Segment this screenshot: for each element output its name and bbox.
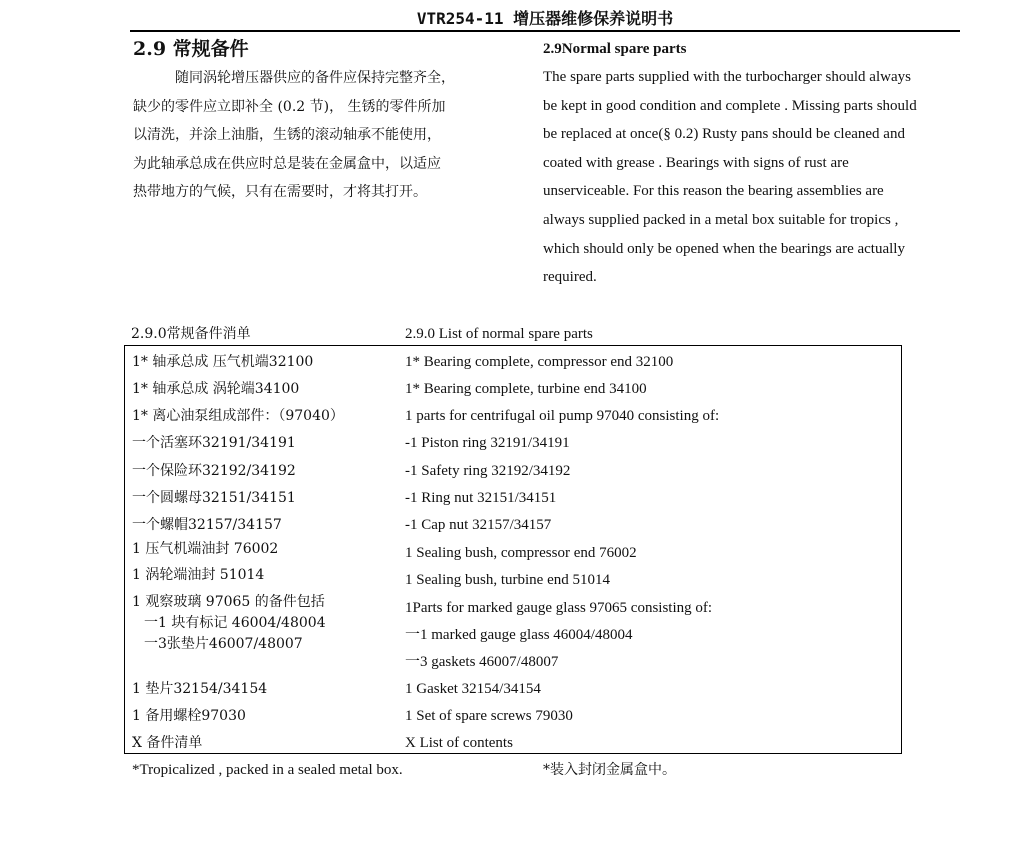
part-name-zh: 1 观察玻璃 97065 的备件包括 <box>132 594 325 610</box>
parts-list-caption-zh: 2.9.0常规备件消单 <box>131 326 251 342</box>
part-name-en: -1 Safety ring 32192/34192 <box>405 463 571 479</box>
parts-row <box>125 539 901 566</box>
part-name-zh: X 备件清单 <box>132 735 203 751</box>
parts-list-table <box>124 345 902 754</box>
section-paragraph-zh <box>133 64 501 207</box>
part-name-en: -1 Piston ring 32191/34191 <box>405 435 570 451</box>
part-name-zh: 一个保险环32192/34192 <box>132 463 296 479</box>
part-name-zh: 1 压气机端油封 76002 <box>132 541 279 557</box>
parts-row <box>125 352 901 379</box>
part-name-zh: 1 垫片32154/34154 <box>132 681 268 697</box>
part-name-zh: 一个圆螺母32151/34151 <box>132 490 296 506</box>
paragraph-line: 热带地方的气候，只有在需要时，才将其打开。 <box>133 184 427 200</box>
part-name-en: 1* Bearing complete, turbine end 34100 <box>405 381 647 397</box>
part-name-en: 1Parts for marked gauge glass 97065 consisting of: <box>405 600 713 616</box>
footnote-zh: *装入封闭金属盒中。 <box>543 762 676 778</box>
paragraph-line: coated with grease . Bearings with signs of rust are <box>543 154 849 171</box>
parts-row <box>125 379 901 406</box>
part-name-zh: 一1 块有标记 46004/48004 <box>144 615 326 631</box>
part-name-zh: 1 涡轮端油封 51014 <box>132 567 265 583</box>
part-name-zh: 一个螺帽32157/34157 <box>132 517 282 533</box>
part-name-zh: 一3张垫片46007/48007 <box>144 636 303 652</box>
paragraph-line: be kept in good condition and complete . Missing parts should <box>543 97 917 114</box>
part-name-zh: 1* 轴承总成 涡轮端34100 <box>132 381 300 397</box>
footnote-en: *Tropicalized , packed in a sealed metal box. <box>132 762 403 778</box>
part-name-en: 1 Sealing bush, compressor end 76002 <box>405 545 637 561</box>
part-name-en: 1 Set of spare screws 79030 <box>405 708 573 724</box>
section-heading-en: 2.9Normal spare parts <box>543 41 687 57</box>
parts-row <box>125 433 901 460</box>
part-name-en: -1 Cap nut 32157/34157 <box>405 517 552 533</box>
part-name-zh: 1 备用螺栓97030 <box>132 708 246 724</box>
paragraph-line: 缺少的零件应立即补全 (0.2 节)， 生锈的零件所加 <box>133 98 446 115</box>
parts-row <box>125 679 901 706</box>
parts-row <box>125 515 901 542</box>
parts-row <box>125 706 901 733</box>
part-name-en: 1 Sealing bush, turbine end 51014 <box>405 572 610 588</box>
part-name-zh: 1* 离心油泵组成部件：（97040） <box>132 408 344 424</box>
paragraph-line: 以清洗，并涂上油脂，生锈的滚动轴承不能使用， <box>133 127 441 143</box>
parts-row <box>125 488 901 515</box>
parts-row <box>125 634 901 670</box>
paragraph-line: always supplied packed in a metal box suitable for tropics , <box>543 211 899 228</box>
document-header: VTR254-11 增压器维修保养说明书 <box>130 6 960 32</box>
parts-row <box>125 565 901 592</box>
paragraph-line: unserviceable. For this reason the bearing assemblies are <box>543 183 884 200</box>
paragraph-line: 为此轴承总成在供应时总是装在金属盒中，以适应 <box>133 155 441 172</box>
paragraph-line: required. <box>543 269 597 286</box>
part-name-en: 一3 gaskets 46007/48007 <box>405 654 559 670</box>
parts-row <box>125 461 901 488</box>
part-name-en: 1* Bearing complete, compressor end 32100 <box>405 354 674 370</box>
parts-row <box>125 733 901 760</box>
part-name-zh: 一个活塞环32191/34191 <box>132 435 296 451</box>
section-heading-zh: 2.9 常规备件 <box>133 38 249 60</box>
section-paragraph-en <box>543 63 963 292</box>
paragraph-line: which should only be opened when the bearings are actually <box>543 240 905 257</box>
part-name-en: X List of contents <box>405 735 513 751</box>
paragraph-line: The spare parts supplied with the turbocharger should always <box>543 69 911 85</box>
part-name-en: 一1 marked gauge glass 46004/48004 <box>405 627 633 643</box>
paragraph-line: 随同涡轮增压器供应的备件应保持完整齐全， <box>175 70 455 86</box>
part-name-en: -1 Ring nut 32151/34151 <box>405 490 557 506</box>
paragraph-line: be replaced at once(§ 0.2) Rusty pans should be cleaned and <box>543 126 905 143</box>
parts-list-caption-en: 2.9.0 List of normal spare parts <box>405 326 593 342</box>
parts-row <box>125 406 901 433</box>
part-name-zh: 1* 轴承总成 压气机端32100 <box>132 354 314 370</box>
part-name-en: 1 Gasket 32154/34154 <box>405 681 541 697</box>
part-name-en: 1 parts for centrifugal oil pump 97040 consisting of: <box>405 408 720 424</box>
